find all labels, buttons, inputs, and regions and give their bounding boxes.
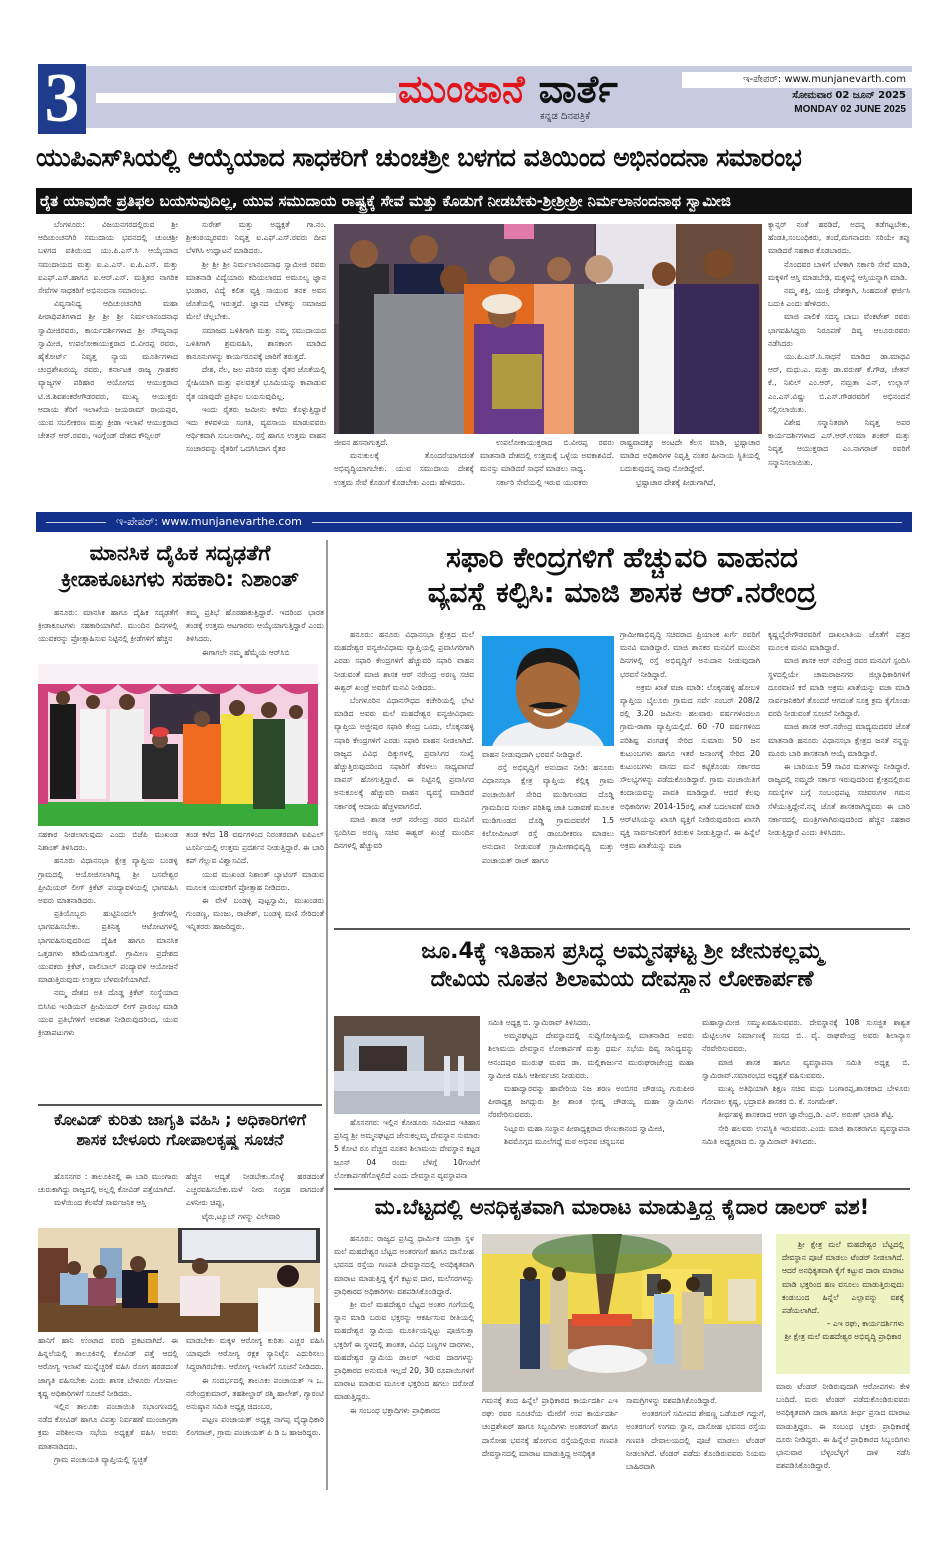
paragraph: ಟೈರು,ಟ್ಯೂಬ್ ಗಳನ್ನು ವಿಲೇವಾರಿ xyxy=(202,1211,281,1221)
paragraph: ತಂಡ ಕಳೆದ 18 ವರ್ಷಗಳಿಂದ ನಿರಂತರವಾಗಿ ಐಪಿಎಲ್ ಟೂರ್ನಿಯಲ್ಲಿ ಉತ್ತಮ ಪ್ರದರ್ಶನ ನೀಡುತ್ತಿದ್ದಾರೆ. ಈ ಬಾರಿ ಕಪ್ ಗೆಲ್ಲುವ ವಿಶ್ವಾಸವಿದೆ. xyxy=(186,830,324,866)
lead-column-2 xyxy=(186,218,326,508)
safari-headline-line2: ವ್ಯವಸ್ಥೆ ಕಲ್ಪಿಸಿ: ಮಾಜಿ ಶಾಸಕ ಆರ್.ನರೇಂದ್ರ xyxy=(427,576,817,609)
lead-column-4 xyxy=(480,436,614,508)
paragraph: ತೀರ್ಥಹಳ್ಳಿ ಶಾಸಕರಾದ ಆರಗ ಜ್ಞಾನೇಂದ್ರ,ಡಿ. ಎಸ್. ಅರುಣ್ ಭಾರತಿ ಶೆಟ್ಟಿ. xyxy=(718,1110,894,1120)
paragraph: ಸಹಕಾರ ನೀಡಲಾಗುವುದು ಎಂದು ಬಿಜೆಪಿ ಮುಖಂಡ ನಿಶಾಂತ್ ತಿಳಿಸಿದರು. xyxy=(38,830,178,853)
paragraph: ಮಹಾಸ್ವಾಮೀಜಿ ಸಮ್ಮುಖವಹಿಸುವವರು. ದೇವಸ್ಥಾನಕ್ಕೆ 108 ಸುಸಜ್ಜಿತ ಶಾಶ್ವತ ಮೆಟ್ಟಿಲುಗಳ ನಿರ್ಮಾಣಕ್ಕೆ ಸಂಸದ ಬಿ. ವೈ. ರಾಘವೇಂದ್ರ ಅವರು ಶಿಲಾನ್ಯಾಸ ನೆರವೇರಿಸುವವರು. xyxy=(702,1018,910,1054)
paragraph: ಹನೂರು: ಮಾನಸಿಕ ಹಾಗೂ ದೈಹಿಕ ಸದೃಢತೆಗೆ ಕ್ರೀಡಾಕೂಟಗಳು ಸಹಕಾರಿಯಾಗಿವೆ. ಮುಂದಿನ ದಿನಗಳಲ್ಲಿ ಯುವಕರನ್ನು ಪ್ರೋತ್ಸಾಹಿಸುವ ನಿಟ್ಟಿನಲ್ಲಿ ಕ್ರೀಡೆಗಳಿಗೆ ಹೆಚ್ಚಿನ xyxy=(38,608,178,644)
stone-temple-photo[interactable] xyxy=(334,1016,480,1114)
paragraph: ಶ್ರೀ ಮಲೆ ಮಹದೇಶ್ವರ ಬೆಟ್ಟದ ಅಂತರ ಗಂಗೆಯಲ್ಲಿ ಸ್ನಾನ ಮಾಡಿ ಬರುವ ಭಕ್ತರನ್ನು ಆಕರ್ಷಿಸುವ ರೀತಿಯಲ್ಲಿ ಮಹದೇಶ್ವರ ಸ್ವಾಮಿಯ ಮೂರ್ತಿಯನ್ನಿಟ್ಟು ಪೂಜಿಸುತ್ತಾ ಭಕ್ತರಿಗೆ ಈ ಸ್ಥಳದಲ್ಲಿ ಶಾಂತತ, ವಿವಿಧ ಬಣ್ಣಗಳ ದಾರಗಳು, ಮಹದೇಶ್ವರ ಸ್ವಾಮಿಯ ಡಾಲರ್ ಇರುವ ದಾರಗಳನ್ನು ಪ್ರಾಧಿಕಾರದ ಅನುಮತಿ ಇಲ್ಲದೆ 20, 30 ರೂಪಾಯಿಗಳಿಗೆ ಮಾರಾಟ ಮಾಡುವ ಮೂಲಕ ಭಕ್ತರಿಂದ ಹಗಲು ದರೋಡೆ ಮಾಡುತ್ತಿದ್ದರು. xyxy=(334,1300,474,1402)
paragraph: ಹೊಸನಗರ: ಇಲ್ಲಿನ ಕೋಡೂರು ಸಮೀಪದ ಇತಿಹಾಸ ಪ್ರಸಿದ್ಧ ಶ್ರೀ ಅಮ್ಮನಘಟ್ಟದ ಜೇನುಕಲ್ಲಮ್ಮ ದೇವಸ್ಥಾನ ಸುಮಾರು 5 ಕೋಟಿ ರೂ ವೆಚ್ಚದ ನೂತನ ಶಿಲಾಮಯ ದೇವಸ್ಥಾನ ಕಟ್ಟಡ ಜೂನ್ 04 ರಂದು ಬೆಳಿಗ್ಗೆ 10ಗಂಟೆಗೆ ಲೋಕಾರ್ಪಣೆಗೊಳ್ಳಲಿದೆ ಎಂದು ದೇವಸ್ಥಾನ ವ್ಯವಸ್ಥಾಪನಾ xyxy=(334,1118,480,1180)
paragraph: ದೇಶ, ನೆಲ, ಜಲ ಪರಿಸರ ಮತ್ತು ರೈತರ ಜೊತೆಯಲ್ಲಿ ಸ್ನೇಹಿಯಾಗಿ ಮತ್ತು ಫಲವತ್ತತೆ ಭೂಮಿಯನ್ನು ಕಾಪಾಡುವ ರೈತ ಯಾವುದೇ ಪ್ರತಿಫಲ ಬಯಸುವುದಿಲ್ಲ. xyxy=(186,365,326,401)
paragraph: ಸಮಾಜದ ಒಳಿತಿಗಾಗಿ ಮತ್ತು ನಮ್ಮ ಸಮುದಾಯದ ಒಳಿತಿಗಾಗಿ ಶ್ರಮವಹಿಸಿ, ಶಾಸಕಾಂಗ ಮಾಡಿದ ಕಾನೂನುಗಳನ್ನು ಕಾರ್ಯರೂಪಕ್ಕೆ ಜಾರಿಗೆ ತರುತ್ತದೆ. xyxy=(186,325,326,362)
paragraph: ನೊಂದವರ ಬಾಳಿಗೆ ಬೆಳಕಾಗಿ ಸರ್ಕಾರಿ ಸೇವೆ ಮಾಡಿ, ಮಕ್ಕಳಿಗೆ ಆಸ್ತಿ ಮಾಡಬೇಡಿ, ಮಕ್ಕಳನ್ನೆ ಆಸ್ತಿಯನ್ನಾಗಿ ಮಾಡಿ. xyxy=(768,259,910,282)
meeting-image xyxy=(38,1228,320,1332)
date-kannada: ಸೋಮವಾರ 02 ಜೂನ್ 2025 xyxy=(792,90,906,101)
temple-headline xyxy=(332,938,912,993)
section-divider xyxy=(334,1188,910,1190)
safari-column-2 xyxy=(620,628,760,912)
lead-subheadline: ರೈತ ಯಾವುದೇ ಪ್ರತಿಫಲ ಬಯಸುವುದಿಲ್ಲ, ಯುವ ಸಮುದಾಯ ರಾಷ್ಟ್ರಕ್ಕೆ ಸೇವೆ ಮತ್ತು ಕೊಡುಗೆ ನೀಡಬೇಕು-ಶ್ರೀಶ್ರೀಶ್ರೀ ನಿರ್ಮಲಾನಂದನಾಥ ಸ್ವಾಮೀಜಿ xyxy=(36,188,912,214)
paragraph: ಹಾನಿಗೆ ಹಾನಿ ಉಂಟಾದ ವರದಿ ಪ್ರಕಟವಾಗಿದೆ. ಈ ಹಿನ್ನಲೆಯಲ್ಲಿ ತಾಲೂಕಿನಲ್ಲಿ ಕೋವಿಡ್ ಪತ್ತೆ ಆದಲ್ಲಿ ಆರೋಗ್ಯ ಇಲಾಖೆ ಮುನ್ನೆಚ್ಚರಿಕೆ ವಹಿಸಿ ರೋಗ ಹರಡದಂತೆ ಜಾಗೃತಿ ವಹಿಸಬೇಕು ಎಂದು ಶಾಸಕ ಬೇಳೂರು ಗೋಪಾಲ ಕೃಷ್ಣ ಅಧಿಕಾರಿಗಳಿಗೆ ಸೂಚನೆ ನೀಡಿದರು. xyxy=(38,1336,178,1398)
paragraph: ಶಿವಮೊಗ್ಗದ ಮೂಲೆಗದ್ದೆ ಮಠ ಅಭಿನವ ಚನ್ನಬಸವ xyxy=(504,1136,625,1146)
paragraph: ಯು.ಪಿ.ಎಸ್.ಸಿ.ಸಾಧನೆ ಮಾಡಿದ ಡಾ.ಮಾಧವಿ ಆರ್, ಮಧು.ಎ. ಮತ್ತು ಡಾ.ವರುಣ್ ಕೆ.ಗೌಡ, ಚೇತನ್ ಕೆ., ನಿಖಿಲ್ ಎಂ.ಆರ್, ನಮ್ರತಾ ಎನ್, ಉಲ್ಲಾಸ್ ಎಂ.ಎಸ್.ವಿಷ್ಣು ಬಿ.ಎಸ್.ಗೌಡರವರಿಗೆ ಅಭಿನಂದನೆ ಸಲ್ಲಿಸಲಾಯಿತು. xyxy=(768,352,910,414)
covid-headline-line1: ಕೋವಿಡ್ ಕುರಿತು ಜಾಗೃತಿ ವಹಿಸಿ ; ಅಧಿಕಾರಿಗಳಿಗೆ xyxy=(54,1110,306,1129)
sports-column-3 xyxy=(38,828,178,1060)
temple-column-2 xyxy=(488,1016,694,1184)
paragraph: ನಮ್ಮ ದೇಶದ ಅತಿ ದೊಡ್ಡ ಕ್ರಿಕೆಟ್ ಸಂಸ್ಥೆಯಾದ ಬಿಸಿಸಿಐ ಇಂಡಿಯನ್ ಪ್ರೀಮಿಯರ್ ಲೀಗ್ ಪ್ರಾರಂಭ ಮಾಡಿ ಯುವ ಪ್ರತಿಭೆಗಳಿಗೆ ಅವಕಾಶ ನೀಡಿರುವುದರಿಂದ, ಯುವ ಕ್ರೀಡಾಪಟುಗಳು xyxy=(38,988,178,1038)
seized-goods-image xyxy=(482,1234,762,1392)
covid-headline xyxy=(36,1110,324,1150)
dollar-column-2 xyxy=(482,1394,618,1488)
sports-column-1 xyxy=(38,606,178,660)
lead-column-1 xyxy=(38,218,178,508)
safari-headline xyxy=(332,540,912,610)
taluk-meeting-photo[interactable] xyxy=(38,1228,320,1332)
sports-column-4 xyxy=(186,828,324,1060)
paragraph: ರಸ್ತೆ ಅಭಿವೃದ್ಧಿಗೆ ಅನುದಾನ ನೀಡಿ: ಹನೂರು ವಿಧಾನಸಭಾ ಕ್ಷೇತ್ರ ವ್ಯಾಪ್ತಿಯ ಕೆಲ್ಲಿಕ್ಕ ಗ್ರಾಮ ಪಂಚಾಯಿತಿಗೆ ಸೇರಿದ ಮುಡಿಗುಂಡದ ದೊಡ್ಡಿ ಗ್ರಾಮದಿಂದ ಸುರ್ಚಾ ಪರಿಶಿಷ್ಟ ಜಾತಿ ಬಡಾವಣೆ ಮೂಲಕ ಮುಡಿಗುಂಡದ ದೊಡ್ಡಿ ಗ್ರಾಮದವರೆಗೆ 1.5 ಕಿಲೋಮೀಟರ್ ರಸ್ತೆ ಡಾಂಬರೀಕರಣ ಮಾಡಲು ಅನುದಾನ ನೀಡುವಂತೆ ಗ್ರಾಮೀಣಾಭಿವೃದ್ಧಿ ಮತ್ತು ಪಂಚಾಯತ್ ರಾಜ್ ಹಾಗೂ xyxy=(482,763,614,865)
paragraph: ಭ್ರಷ್ಟಾಚಾರ ದೇಶಕ್ಕೆ ಪೀಡುಗಾಗಿದೆ, xyxy=(636,477,716,487)
paragraph: ವಿಶೇಷ ಸನ್ಮಾನಿತರಾಗಿ ನಿವೃತ್ತ ಅಪರ ಕಾರ್ಯದರ್ಶಿಗಳಾದ ಎಸ್.ಆರ್.ಉಮಾ ಶಂಕರ್ ಮತ್ತು ನಿವೃತ್ತ ಆಯುಕ್ತರಾದ ಎಂ.ನಾಗರಾಜ್ ರವರಿಗೆ ಸನ್ಮಾನಿಸಲಾಯಿತು. xyxy=(768,418,910,467)
paragraph: ಅಕ್ರಮ ಖಾತೆ ವಜಾ ಮಾಡಿ: ಲೊಕ್ಕನಹಳ್ಳಿ ಹೋಬಳಿ ವ್ಯಾಪ್ತಿಯ ಬೈಲೂರು ಗ್ರಾಮದ ಸರ್ವೆ ನಂಬರ್ 208/2 ರಲ್ಲಿ 3.20 ಜಮೀನು ಹಲವಾರು ವರ್ಷಗಳಿಂದಲೂ ಗ್ರಾಮ-ಠಾಣಾ ವ್ಯಾಪ್ತಿಯಲ್ಲಿದೆ. 60 -70 ವರ್ಷಗಳಿಂದ ಪರಿಶಿಷ್ಟ ಪಂಗಡಕ್ಕೆ ಸೇರಿದ ಸುಮಾರು 50 ಜನ ಕುಟುಂಬಗಳು ಹಾಗೂ ಇತರೆ ಜನಾಂಗಕ್ಕೆ ಸೇರಿದ 20 ಕುಟುಂಬಗಳು ವಾಸದ ಮನೆ ಕಟ್ಟಿಕೊಂಡು ಸರ್ಕಾರದ ಸೌಲಭ್ಯಗಳನ್ನು ಪಡೆದುಕೊಂಡಿದ್ದಾರೆ. ಗ್ರಾಮ ಪಂಚಾಯಿತಿಗೆ ಕಂದಾಯವನ್ನು ಪಾವತಿ ಮಾಡಿದ್ದಾರೆ. ಆದರೆ ಕೆಲವು ಅಧಿಕಾರಿಗಳು 2014-15ರಲ್ಲಿ ಖಾತೆ ಬದಲಾವಣೆ ಮಾಡಿ ಆರ್‌ಟಿಸಿಯನ್ನು ಖಾಸಗಿ ವ್ಯಕ್ತಿಗೆ ನೀಡಿರುವುದರಿಂದ ಖಾಸಗಿ ವ್ಯಕ್ತಿ ಸಾರ್ವಜನಿಕರಿಗೆ ಕಿರುಕುಳ ನೀಡುತ್ತಿದ್ದಾನೆ. ಈ ಹಿನ್ನೆಲೆ ಅಕ್ರಮ ಖಾತೆಯನ್ನು ವಜಾ xyxy=(620,682,760,851)
r-narendra-portrait[interactable] xyxy=(482,636,614,746)
award-ceremony-photo[interactable] xyxy=(334,224,762,434)
temple-headline-line2: ದೇವಿಯ ನೂತನ ಶಿಲಾಮಯ ದೇವಸ್ಥಾನ ಲೋಕಾರ್ಪಣೆ xyxy=(430,966,814,992)
paragraph: ಜೀವನ ಹಸನಾಗುತ್ತದೆ. xyxy=(334,438,388,447)
sports-headline-line2: ಕ್ರೀಡಾಕೂಟಗಳು ಸಹಕಾರಿ: ನಿಶಾಂತ್ xyxy=(60,567,300,592)
lead-headline: ಯುಪಿಎಸ್‌ಸಿಯಲ್ಲಿ ಆಯ್ಕೆಯಾದ ಸಾಧಕರಿಗೆ ಚುಂಚಶ್ರೀ ಬಳಗದ ವತಿಯಿಂದ ಅಭಿನಂದನಾ ಸಮಾರಂಭ xyxy=(36,143,802,172)
lead-column-5 xyxy=(620,436,760,508)
paragraph: ಅಮ್ಮನಘಟ್ಟದ ದೇವಸ್ಥಾನದಲ್ಲಿ ಸುದ್ದಿಗೋಷ್ಠಿಯಲ್ಲಿ ಮಾತನಾಡಿದ ಅವರು ಶಿಲಾಮಯ ದೇವಸ್ಥಾನ ಲೋಕಾರ್ಪಣೆ ಮತ್ತು ಧರ್ಮ ಸಭೆಯ ದಿವ್ಯ ಸಾನಿಧ್ಯವನ್ನು ಆನಂದಪುರ ಮುರುಘ ಮಠದ ಡಾ. ಮಲ್ಲಿಕಾರ್ಜುನ ಮುರುಘರಾಜೇಂದ್ರ ಮಹಾ ಸ್ವಾಮೀಜಿ ವಹಿಸಿ ಆಶೀರ್ವಚನ ನೀಡುವರು. xyxy=(488,1031,694,1080)
safari-headline-line1: ಸಫಾರಿ ಕೇಂದ್ರಗಳಿಗೆ ಹೆಚ್ಚುವರಿ ವಾಹನದ xyxy=(446,541,798,574)
paragraph: ನಿಟ್ಟೂರು ಮಹಾ ಸಂಸ್ಥಾನ ಪೀಠಾಧ್ಯಕ್ಷರಾದ ರೇಣುಕಾನಂದ ಸ್ವಾಮೀಜಿ, xyxy=(504,1123,665,1133)
paragraph: ಕ್ಯಾನ್ಸರ್ ನಂತೆ ಹರಡಿದೆ, ಅದನ್ನ ತಡೆಗಟ್ಟಬೇಕು, ಹೆಂಡತಿ,ಸಂಬಂಧಿಕರು, ತಂದೆ,ಮಗನಾದರು ಸರಿಯೇ ತಪ್ಪು ಮಾಡಿದರೆ ಸಹಕಾರ ಕೊಡಬಾರದು. xyxy=(768,220,910,256)
section-divider xyxy=(38,1104,322,1106)
column-divider xyxy=(326,540,328,1490)
paragraph: ನಮ್ಮ ಶಕ್ತಿ, ಯುಕ್ತಿ ದೇಶಕ್ಕಾಗಿ, ಸಿಂಹದಂತೆ ಘರ್ಜಿಸಿ ಬದುಕಿ ಎಂದು ಹೇಳಿದರು. xyxy=(768,286,910,309)
paragraph: ಈ ವೇಳೆ ಬಂಡಳ್ಳಿ ಪುಟ್ಟಸ್ವಾಮಿ, ಮುಖಂಡರು ಗುಂಡಣ್ಣ, ಮಂಜು, ರಾಜೇಶ್, ಬಂಡಳ್ಳಿ ಮಣಿ ಸೇರಿದಂತೆ ಇನ್ನಿತರರು ಹಾಜರಿದ್ದರು. xyxy=(186,896,324,932)
paragraph: ಮಾಜಿ ಪಾಲಿಕೆ ಸದಸ್ಯ ಬಾಬು ವೆಂಕಟೇಶ್ ರವರು ಭಾಗವಹಿಸಿದ್ದರು ನಿರೂಪಣೆ ದಿವ್ಯ ಆಲೂರುರವರು ನಡೆಸಿದರು xyxy=(768,312,910,348)
paragraph: ಪಟ್ಟಣ ಪಂಚಾಯತ್ ಅಧ್ಯಕ್ಷ ನಾಗಪ್ಪ ವೈದ್ಯಾಧಿಕಾರಿ ಲಿಂಗರಾಜ್, ಗ್ರಾಮ ಪಂಚಾಯತ್ ಪಿ ಡಿ ಒ ಹಾಜರಿದ್ದರು. xyxy=(186,1415,324,1438)
paragraph: ಸಾಮಗ್ರಿಗಳನ್ನು ವಶಪಡಿಸಿಕೊಂಡಿದ್ದಾರೆ. xyxy=(626,1396,718,1405)
temple-column-3 xyxy=(702,1016,910,1184)
paragraph: ಮಾಡಬೇಕು ಮಕ್ಕಳ ಆರೋಗ್ಯ ಕುರಿತು ಎಚ್ಚರ ವಹಿಸಿ ಯಾವುದೇ ಆರೋಗ್ಯ ರಕ್ಷಕ ಸ್ಯಾನಿಟೈಸ ಎದುರಿಸಲು ಸಿದ್ಧರಾಗಿರಬೇಕು. ಆರೋಗ್ಯ ಇಲಾಖೆಗೆ ಸೂಚನೆ ನೀಡಿದರು. xyxy=(186,1336,324,1372)
paragraph: ಸರ್ಕಾರಿ ಸೇವೆಯಲ್ಲಿ ಇರುವ ಯುವಕರು xyxy=(496,477,589,487)
paragraph: ಹನೂರು ವಿಧಾನಸಭಾ ಕ್ಷೇತ್ರ ವ್ಯಾಪ್ತಿಯ ಬಂಡಳ್ಳಿ ಗ್ರಾಮದಲ್ಲಿ ಆಯೋಜಿಸಲಾಗಿದ್ದ ಶ್ರೀ ಬಸವೇಶ್ವರ ಪ್ರೀಮಿಯರ್ ಲೀಗ್ ಕ್ರಿಕೆಟ್ ಪಂದ್ಯಾವಳಿಯಲ್ಲಿ ಭಾಗವಹಿಸಿ ಅವರು ಮಾತನಾಡಿದರು. xyxy=(38,856,178,906)
paragraph: ಗಮನಕ್ಕೆ ತಂದ ಹಿನ್ನೆಲೆ ಪ್ರಾಧಿಕಾರದ ಕಾರ್ಯದರ್ಶಿ ಎಇ ರಘು ರವರ ಸೂಚನೆಯ ಮೇರೆಗೆ ಉಪ ಕಾರ್ಯದರ್ಶಿ ಚಂದ್ರಶೇಖರ್ ಹಾಗೂ ಸಿಬ್ಬಂದಿಗಳು ಅಂತರಗಂಗೆ ಹಾಗೂ ದಾಸೋಹ ಭವನಕ್ಕೆ ಹೋಗುವ ರಸ್ತೆಯಲ್ಲಿರುವ ಗಣಪತಿ ದೇವಸ್ಥಾನದಲ್ಲಿ ಮಾರಾಟ ಮಾಡುತ್ತಿದ್ದ ಅನಧಿಕೃತ xyxy=(482,1396,618,1458)
safari-column-3 xyxy=(768,628,910,912)
temple-column-1 xyxy=(334,1116,480,1182)
sports-headline-line1: ಮಾನಸಿಕ ದೈಹಿಕ ಸದೃಢತೆಗೆ xyxy=(89,541,271,565)
lead-column-6 xyxy=(768,218,910,508)
cricket-team-felicitation-photo[interactable] xyxy=(38,664,318,826)
paragraph: ಹೆಚ್ಚಿನ ಆದ್ಯತೆ ನೀಡಬೇಕು.ಸೊಳ್ಳೆ ಹರಡದಂತೆ ಎಚ್ಚರವಹಿಸಬೇಕು.ಮಳೆ ನೀರು ಸಂಗ್ರಹ ವಾಗದಂತೆ ಎಳನೀರು ಚಿಪ್ಪು, xyxy=(186,1172,324,1208)
paragraph: ಮಹಾದ್ವಾರವನ್ನು ಹಾವೇರಿಯ ನಿಜ ಶರಣ ಅಂಬಿಗರ ಚೌಡಯ್ಯ ಗುರುಪೀಠ ಪೀಠಾಧ್ಯಕ್ಷ ಜಗದ್ಗುರು ಶ್ರೀ ಶಾಂತ ಭೀಷ್ಮ ಚೌಡಯ್ಯ ಮಹಾ ಸ್ವಾಮಿಗಳು ನೆರವೇರಿಸುವವರು. xyxy=(488,1084,694,1120)
paragraph: ಈ ಸಂಬಂಧ ಭಕ್ತಾದಿಗಳು ಪ್ರಾಧಿಕಾರದ xyxy=(350,1405,440,1415)
paragraph: ಮನುಕುಲಕ್ಕೆ ತೊಂದರೆಯಾಗದಂತೆ ಅಭಿವೃದ್ಧಿಯಾಗಬೇಕು. ಯುವ ಸಮುದಾಯ ದೇಶಕ್ಕೆ ಉತ್ತಮ ಸೇವೆ ಕೊಡುಗೆ ಕೊಡಬೇಕು ಎಂದು ಹೇಳಿದರು. xyxy=(334,451,474,487)
paragraph: ಮಳೆಯಿಂದ ಕೆಲವೆಡೆ ಸಾರ್ವಜನಿಕ ಆಸ್ತಿ xyxy=(54,1198,146,1208)
logo-red-text: ಮುಂಜಾನೆ xyxy=(398,67,525,111)
logo-black-text: ವಾರ್ತೆ xyxy=(538,67,618,111)
date-english: MONDAY 02 JUNE 2025 xyxy=(794,104,906,115)
epaper-band-label: ಇ-ಪೇಪರ್: www.munjanevarthe.com xyxy=(116,515,302,528)
quote-text: ಶ್ರೀ ಕ್ಷೇತ್ರ ಮಲೆ ಮಹದೇಶ್ವರ ಬೆಟ್ಟದಲ್ಲಿ ದೇವಸ್ಥಾನ ಪೂಜೆ ಮಾಡಲು ಟೆಂಡರ್ ನೀಡಲಾಗಿದೆ. ಆದರೆ ಅನಧಿಕೃತವಾಗಿ ಕೈಗೆ ಕಟ್ಟುವ ದಾರಾ ಮಾರಾಟ ಮಾಡಿ ಭಕ್ತರಿಂದ ಹಣ ವಸೂಲು ಮಾಡುತ್ತಿರುವುದು ಕಂಡುಬಂದ ಹಿನ್ನೆಲೆ ಎಲ್ಲಾವನ್ನು ವಶಕ್ಕೆ ಪಡೆಯಲಾಗಿದೆ. xyxy=(782,1240,904,1316)
photo-caption: ವಾಹನ ನೀಡುವುದಾಗಿ ಭರವಸೆ ನೀಡಿದ್ದಾರೆ. xyxy=(482,750,583,759)
paragraph: ಹನೂರು: ರಾಜ್ಯದ ಪ್ರಸಿದ್ಧ ಧಾರ್ಮಿಕ ಯಾತ್ರಾ ಸ್ಥಳ ಮಲೆ ಮಹದೇಶ್ವರ ಬೆಟ್ಟದ ಅಂತರಗಂಗೆ ಹಾಗೂ ದಾಸೋಹ ಭವನದ ರಸ್ತೆಯ ಗಣಪತಿ ದೇವಸ್ಥಾನದಲ್ಲಿ ಅನಧಿಕೃತವಾಗಿ ಮಾರಾಟ ಮಾಡುತ್ತಿದ್ದ ಕೈಗೆ ಕಟ್ಟುವ ದಾರ, ಮಲೆಸರಗಳನ್ನು ಪ್ರಾಧಿಕಾರದ ಅಧಿಕಾರಿಗಳು ವಶಪಡಿಸಿಕೊಂಡಿದ್ದಾರೆ. xyxy=(334,1234,474,1296)
paragraph: ಇಂದು ರೈತರು ಜಮೀನು ಕಳೆದು ಕೊಳ್ಳುತ್ತಿದ್ದಾರೆ ಇದು ಕಳವಳಿಯ ಸಂಗತಿ, ವ್ಯವಸಾಯ ಮಾಡುವವರು ಆರ್ಥಿಕವಾಗಿ ಸುಬಲರಾಗಿಲ್ಲ. ರಸ್ತೆ ಹಾಗೂ ಉತ್ತಮ ವಾಹನ ಸಂಚಾರವನ್ನು ರೈತರಿಗೆ ಒದಗಿಸಿದಾಗ ರೈತರ xyxy=(186,404,326,454)
lead-column-3 xyxy=(334,436,474,508)
temple-headline-line1: ಜೂ.4ಕ್ಕೆ ಇತಿಹಾಸ ಪ್ರಸಿದ್ಧ ಅಮ್ಮನಘಟ್ಟ ಶ್ರೀ ಜೇನುಕಲ್ಲಮ್ಮ xyxy=(421,939,823,964)
paragraph: ಮಾಜಿ ಶಾಸಕ ಹಾಗೂ ವ್ಯವಸ್ಥಾಪನಾ ಸಮಿತಿ ಅಧ್ಯಕ್ಷ ಬಿ. ಸ್ವಾಮಿರಾವ್.ಸಮಾರಂಭದ ಅಧ್ಯಕ್ಷತೆ ವಹಿಸುವವರು. xyxy=(702,1057,910,1080)
paragraph: ಶ್ರೀ ಶ್ರೀ ಶ್ರೀ ನಿರ್ಮಲಾನಂದನಾಥ ಸ್ವಾಮೀಜಿ ರವರು ಮಾತನಾಡಿ ವಿದ್ಯೆಯಾರು ಕದಿಯಲಾರದ ಅಮೂಲ್ಯ ಜ್ಞಾನ ಭಂಡಾರ, ವಿದ್ಯೆ ಕಲಿತ ವ್ಯಕ್ತಿ ಸಾಯುವ ತನಕ ಅವನ ಜೊತೆಯಲ್ಲಿ ಇರುತ್ತದೆ. ಜ್ಞಾನದ ಬೆಳಕನ್ನು ಸಮಾಜದ ಮೇಲೆ ಚೆಲ್ಲಬೇಕು. xyxy=(186,259,326,322)
paragraph: ಇಲ್ಲಿನ ತಾಲೂಕು ಪಂಚಾಯಿತಿ ಸಭಾಂಗಣದಲ್ಲಿ ನಡೆದ ಕೋವಿಡ್ ಹಾಗೂ ವಿಪತ್ತು ನಿರ್ವಹಣೆ ಮುಂಜಾಗ್ರತಾ ಕ್ರಮ ಪರಿಶೀಲನಾ ಸಭೆಯ ಅಧ್ಯಕ್ಷತೆ ವಹಿಸಿ ಅವರು ಮಾತನಾಡಿದರು. xyxy=(38,1402,178,1451)
covid-column-2 xyxy=(186,1170,324,1226)
paragraph: ಹೊಸನಗರ : ತಾಲೂಕಿನಲ್ಲಿ ಈ ಬಾರಿ ಮುಂಗಾರು ಚುರುಕಾಗಿದ್ದು ರಾಜ್ಯದಲ್ಲಿ ಅಲ್ಲಲ್ಲಿ ಕೋವಿಡ್ ಪತ್ತೆಯಾಗಿದೆ. xyxy=(38,1172,178,1195)
paragraph: ಹನೂರು: ಹನೂರು ವಿಧಾನಸಭಾ ಕ್ಷೇತ್ರದ ಮಲೆ ಮಹದೇಶ್ವರ ವನ್ಯಜೀವಿಧಾಮ ವ್ಯಾಪ್ತಿಯಲ್ಲಿ ಪ್ರವಾಸಿಗರಿಗಾಗಿ ಎರಡು ಸಫಾರಿ ಕೇಂದ್ರಗಳಿಗೆ ಹೆಚ್ಚುವರಿ ಸಫಾರಿ ವಾಹನ ನೀಡುವಂತೆ ಮಾಜಿ ಶಾಸಕ ಆರ್ ನರೇಂದ್ರ ಅರಣ್ಯ ಸಚಿವ ಈಶ್ವರ್ ಖಂಡ್ರೆ ಅವರಿಗೆ ಮನವಿ ನೀಡಿದರು. xyxy=(334,630,474,692)
dollar-column-1 xyxy=(334,1232,474,1488)
quote-signature-name: – ಎಇ ರಘು, ಕಾರ್ಯದರ್ಶಿಗಳು xyxy=(826,1319,904,1329)
paragraph: ವಿವ್ಯಸಾನಿಧ್ಯ ಆದಿಚುಂಚನಗಿರಿ ಮಹಾ ಪೀಠಾಧಿಪತಿಗಳಾದ ಶ್ರೀ ಶ್ರೀ ಶ್ರೀ ನಿರ್ಮಲಾನಂದನಾಥ ಸ್ವಾಮೀಜಿರವರು, ಕಾರ್ಯದರ್ಶಿಗಳಾದ ಶ್ರೀ ಸೌಮ್ಯನಾಥ ಸ್ವಾಮೀಜಿ, ಉಪಲೋಕಾಯುಕ್ತರಾದ ಬಿ.ವೀರಪ್ಪ ರವರು, ಹೈಕೋರ್ಟ್ ನಿವೃತ್ತ ನ್ಯಾಯ ಮೂರ್ತಿಗಳಾದ ಚಂದ್ರಶೇಖರಯ್ಯ ರವರು, ಕರ್ನಾಟಕ ರಾಜ್ಯ ಗ್ರಾಹಕರ ವ್ಯಾಜ್ಯಗಳ ಪರಿಹಾರ ಆಯೋಗದ ಆಯುಕ್ತರಾದ ಟಿ.ಜಿ.ಶಿವಶಂಕರೇಗೌಡರವರು, ಮುಖ್ಯ ಆಯುಕ್ತರು ಆದಾಯ ತೆರಿಗೆ ಇಲಾಖೆಯ ಜಯರಾಮ್ ರಾಯಪುರ, ಯುವ ಸಬಲೀಕರಣ ಮತ್ತು ಕ್ರೀಡಾ ಇಲಾಖೆ ಆಯುಕ್ತರಾದ ಚೇತನ್ ಆರ್.ರವರು, ಇಂಗ್ಲೆಂಡ್ ದೇಶದ ಕೌನ್ಸಿಲರ್ xyxy=(38,299,178,441)
dollar-headline: ಮ.ಬೆಟ್ಟದಲ್ಲಿ ಅನಧಿಕೃತವಾಗಿ ಮಾರಾಟ ಮಾಡುತ್ತಿದ್ದ ಕೈದಾರ ಡಾಲರ್ ವಶ! xyxy=(374,1195,870,1219)
epaper-link[interactable]: ಇ-ಪೇಪರ್: www.munjanevarth.com xyxy=(682,72,912,88)
paragraph: ಈಗಾಗಲೇ ನಮ್ಮ ಹೆಮ್ಮೆಯ ಆರ್‌ಸಿಬಿ xyxy=(202,647,290,657)
masthead-strip xyxy=(96,93,396,103)
paragraph: ಬೆಂಗಳೂರು: ವಿಜಯನಗರದಲ್ಲಿರುವ ಶ್ರೀ ಆದಿಚುಂಚನಗಿರಿ ಸಮುದಾಯ ಭವನದಲ್ಲಿ ಚುಂಚಶ್ರೀ ಬಳಗದ ವತಿಯಿಂದ ಯು.ಪಿ.ಎಸ್.ಸಿ ಆಯ್ಕೆಯಾದ ಸಮುದಾಯದ ಮತ್ತು ಐ.ಎ.ಎಸ್. ಐ.ಪಿ.ಎಸ್. ಮತ್ತು ಐಎಫ್.ಎಸ್.ಹಾಗೂ ಐ.ಆರ್.ಎಸ್. ಮತ್ತಿತರ ನಾಗರಿಕ ಸೇವೆಗಳ ಸಾಧಕರಿಗೆ ಅಭಿನಂದನಾ ಸಮಾರಂಭ. xyxy=(38,220,178,296)
seized-goods-photo[interactable] xyxy=(482,1234,762,1392)
paragraph: ಸುರೇಶ್ ಮತ್ತು ಅಧ್ಯಕ್ಷತೆ ಗಾ.ನಂ. ಶ್ರೀಕಂಠಯ್ಯರವರು ನಿವೃತ್ತ ಐ.ಎಫ್.ಎಸ್.ರವರು ದೀಪ ಬೆಳಗಿಸಿ ಉದ್ಘಾಟನೆ ಮಾಡಿದರು. xyxy=(186,220,326,256)
portrait-image xyxy=(482,636,614,746)
dollar-column-4 xyxy=(776,1380,910,1488)
cricket-team-image xyxy=(38,664,318,826)
award-ceremony-image xyxy=(334,224,762,434)
newspaper-logo[interactable] xyxy=(398,67,618,111)
epaper-band[interactable] xyxy=(36,512,912,532)
paragraph: ಉಪಲೋಕಾಯುಕ್ತರಾದ ಬಿ.ವೀರಪ್ಪ ರವರು ಮಾತನಾಡಿ ದೇಶದಲ್ಲಿ ಉತ್ತಮಕ್ಕೆ ಒಳ್ಳೆಯ ಅವಕಾಶವಿದೆ. ಮನಸ್ಸು ಮಾಡಿದರೆ ಸಾಧನೆ ಮಾಡಲು ಸಾಧ್ಯ. xyxy=(480,438,614,474)
paragraph: ಗ್ರಾಮ ಪಂಚಾಯತಿ ವ್ಯಾಪ್ತಿಯಲ್ಲಿ ಸ್ವಚ್ಛತೆ xyxy=(54,1454,148,1464)
covid-headline-line2: ಶಾಸಕ ಬೇಳೂರು ಗೋಪಾಲಕೃಷ್ಣ ಸೂಚನೆ xyxy=(76,1130,284,1149)
tagline: ಕನ್ನಡ ದಿನಪತ್ರಿಕೆ xyxy=(540,111,591,122)
official-quote-box xyxy=(776,1234,910,1374)
paragraph: ಪ್ರತಿಯೊಬ್ಬರು ಹುಟ್ಟಿನಿಂದಲೇ ಕ್ರೀಡೆಗಳಲ್ಲಿ ಭಾಗವಹಿಸಬೇಕು. ಪ್ರತಿನಿತ್ಯ ಆಟೋಟಗಳಲ್ಲಿ ಭಾಗವಹಿಸುವುದರಿಂದ ದೈಹಿಕ ಹಾಗೂ ಮಾನಸಿಕ ಒತ್ತಡಗಳು ಕಡಿಮೆಯಾಗುತ್ತವೆ. ಗ್ರಾಮೀಣ ಪ್ರದೇಶದ ಯುವಕರು ಕ್ರಿಕೆಟ್, ವಾಲಿಬಾಲ್ ಪಂದ್ಯಾವಳಿ ಆಯೋಜನೆ ಮಾಡುತ್ತಿರುವುದು ಉತ್ತಮ ಬೆಳವಣಿಗೆಯಾಗಿದೆ. xyxy=(38,909,178,985)
band-rule-left xyxy=(46,522,106,523)
page-number: 3 xyxy=(38,64,86,134)
dollar-column-3 xyxy=(626,1394,766,1488)
paragraph: ಮಾಜಿ ಶಾಸಕ ಆರ್ ನರೇಂದ್ರ ರವರ ಮನವಿಗೆ ಸ್ಪಂದಿಸಿ ಸ್ಥಳದಲ್ಲಿಯೇ ಚಾಮರಾಜನಗರ ಜಿಲ್ಲಾಧಿಕಾರಿಗಳಿಗೆ ದೂರವಾಣಿ ಕರೆ ಮಾಡಿ ಅಕ್ರಮ ಖಾತೆಯನ್ನು ವಜಾ ಮಾಡಿ ಸಾರ್ವಜನಿಕರಿಗೆ ತೊಂದರೆ ಆಗದಂತೆ ಸೂಕ್ತ ಕ್ರಮ ಕೈಗೊಂಡು ವರದಿ ನೀಡುವಂತೆ ಸೂಚನೆ ನೀಡಿದ್ದಾರೆ. xyxy=(768,656,910,719)
paragraph: ಮಾಜಿ ಶಾಸಕ ಆರ್ ನರೇಂದ್ರ ರವರ ಮನವಿಗೆ ಸ್ಪಂದಿಸಿದ ಅರಣ್ಯ ಸಚಿವ ಈಶ್ವರ್ ಖಂಡ್ರೆ ಮುಂದಿನ ದಿನಗಳಲ್ಲಿ ಹೆಚ್ಚುವರಿ xyxy=(334,814,474,851)
paragraph: ಮಾರು ಟೆಂಡರ್ ನೀಡಿರುವುದಾಗಿ ಆರೋಪಗಳು ಕೇಳಿ ಬಂದಿದೆ. ಮರು ಟೆಂಡರ್ ಪಡೆದುಕೊಂಡಿರುವವರು ಅನಧಿಕೃತವಾಗಿ ದಾರಾ ಹಾಗೂ ತೀರ್ಥ ಪ್ರಸಾದ ಮಾರಾಟ ಮಾಡುತ್ತಿದ್ದರು. ಈ ಸಂಬಂಧ ಭಕ್ತರು ಪ್ರಾಧಿಕಾರಕ್ಕೆ ದೂರು ನೀಡಿದ್ದರು. ಈ ಹಿನ್ನೆಲೆ ಪ್ರಾಧಿಕಾರದ ಸಿಬ್ಬಂದಿಗಳು ಭಾನುವಾರ ಬೆಳ್ಳಂಬೆಳ್ಳಗೆ ದಾಳಿ ನಡೆಸಿ ವಶಪಡಿಸಿಕೊಂಡಿದ್ದಾರೆ. xyxy=(776,1382,910,1471)
covid-column-3 xyxy=(38,1334,178,1484)
paragraph: ಕೃಷ್ಣಭೈರೇಗೌಡರವರಿಗೆ ದಾಖಲಾತಿಯ ಜೊತೆಗೆ ಪತ್ರದ ಮೂಲಕ ಮನವಿ ಮಾಡಿದ್ದಾರೆ. xyxy=(768,630,910,653)
safari-column-1 xyxy=(334,628,474,912)
section-divider xyxy=(334,928,910,930)
band-rule-right xyxy=(312,522,902,523)
covid-column-1 xyxy=(38,1170,178,1226)
quote-signature-title: ಶ್ರೀ ಕ್ಷೇತ್ರ ಮಲೆ ಮಹದೇಶ್ವರ ಅಭಿವೃದ್ಧಿ ಪ್ರಾಧಿಕಾರ xyxy=(784,1332,902,1342)
sports-column-2 xyxy=(186,606,324,660)
paragraph: ಅಂತರಗಂಗೆ ಸಮೀಪದ ಶೇಷಣ್ಣ ಒಡೆಯರ್ ಗದ್ದುಗೆ, ಅಂತರಗಂಗೆ ಉಗಮ ಸ್ಥಾನ, ದಾಸೋಹ ಭವನದ ರಸ್ತೆಯ ಗಣಪತಿ ದೇವಾಲಯದಲ್ಲಿ ಪೂಜೆ ಮಾಡಲು ಟೆಂಡರ್ ನೀಡಲಾಗಿದೆ. ಟೆಂಡರ್ ಪಡೆದು ಕೊಂಡಿರುವವರು ನಿಯಮ ಬಾಹಿರವಾಗಿ xyxy=(626,1409,766,1472)
paragraph: ರಾಷ್ಟ್ರವಾದಕ್ಕೂ ಅಂಟದೇ ಕೆಲಸ ಮಾಡಿ, ಭ್ರಷ್ಟಾಚಾರ ಮಾಡಿದ ಅಧಿಕಾರಿಗಳ ನಿವೃತ್ತಿ ನಂತರ ಹೀನಾಯ ಸ್ಥಿತಿಯಲ್ಲಿ ಬದುಕುವುದನ್ನ ನಾವು ನೋಡಿದ್ದೇವೆ. xyxy=(620,438,760,474)
temple-image xyxy=(334,1016,480,1114)
paragraph: ಸಮಿತಿ ಅಧ್ಯಕ್ಷ ಬಿ. ಸ್ವಾಮಿರಾವ್ ತಿಳಿಸಿದರು. xyxy=(488,1018,591,1027)
paragraph: ಈ ಸಂದರ್ಭದಲ್ಲಿ ತಾಲೂಕು ಪಂಚಾಯತ್ ಇ ಒ. ನರೇಂದ್ರಕುಮಾರ್, ತಹಶೀಲ್ದಾರ್ ರಶ್ಮಿ ಹಾಲೇಶ್, ಗ್ಯಾರಂಟಿ ಅನುಷ್ಠಾನ ಸಮಿತಿ ಅಧ್ಯಕ್ಷ ಚಿದಂಬರ, xyxy=(186,1375,324,1412)
sports-headline xyxy=(36,540,324,593)
paragraph: ಮುಖ್ಯ ಅತಿಥಿಯಾಗಿ ಶಿಕ್ಷಣ ಸಚಿವ ಮಧು ಬಂಗಾರಪ್ಪ,ಶಾಸಕರಾದ ಬೇಳೂರು ಗೋಪಾಲ ಕೃಷ್ಣ, ಭದ್ರಾವತಿ ಶಾಸಕರ ಬಿ. ಕೆ. ಸಂಗಮೇಶ್. xyxy=(702,1084,910,1107)
paragraph: ಬೆಂಗಳೂರಿನ ವಿಧಾನಸೌಧದ ಕಚೇರಿಯಲ್ಲಿ ಭೇಟಿ ಮಾಡಿದ ಅವರು ಮಲೆ ಮಹದೇಶ್ವರ ವನ್ಯಜೀವಿಧಾಮ ವ್ಯಾಪ್ತಿಯ ಅಜ್ಜೀಪುರ ಸಫಾರಿ ಕೇಂದ್ರ ಒಂದು, ಲೊಕ್ಕನಹಳ್ಳಿ ಸಫಾರಿ ಕೇಂದ್ರಗಳಿಗೆ ಎರಡು ಸಫಾರಿ ವಾಹನ ನೀಡಲಾಗಿದೆ. ರಾಜ್ಯದ ವಿವಿಧ ದಿಕ್ಕುಗಳಲ್ಲಿ ಪ್ರವಾಸಿಗರ ಸಂಖ್ಯೆ ಹೆಚ್ಚುತ್ತಿರುವುದರಿಂದ ಸಫಾರಿಗೆ ತೆರಳಲು ಸಾಧ್ಯವಾಗದೆ ವಾಪಸ್ ಹೋಗುತ್ತಿದ್ದಾರೆ. ಈ ನಿಟ್ಟಿನಲ್ಲಿ ಪ್ರವಾಸಿಗರ ಅನುಕೂಲಕ್ಕೆ ಹೆಚ್ಚುವರಿ ವಾಹನ ವ್ಯವಸ್ಥೆ ಮಾಡಿದರೆ ಸರ್ಕಾರಕ್ಕೆ ಆದಾಯ ಹೆಚ್ಚಳವಾಗಲಿದೆ. xyxy=(334,696,474,811)
paragraph: ತಮ್ಮ ಪ್ರತಿಭೆ ಹೊರಹಾಕುತ್ತಿದ್ದಾರೆ. ಇದರಿಂದ ಭಾರತ ತಂಡಕ್ಕೆ ಉತ್ತಮ ಆಟಗಾರರು ಆಯ್ಕೆಯಾಗುತ್ತಿದ್ದಾರೆ ಎಂದು ತಿಳಿಸಿದರು. xyxy=(186,608,324,644)
paragraph: ಸೇರಿ ಹಲವರು ಉಪಸ್ಥಿತಿ ಇರುವವರು.ಎಂದು ಮಾಜಿ ಶಾಸಕರಾಗೂ ವ್ಯವಸ್ಥಾಪನಾ ಸಮಿತಿ ಅಧ್ಯಕ್ಷರಾದ ಬಿ. ಸ್ವಾಮಿರಾವ್ ತಿಳಿಸಿದರು. xyxy=(702,1123,910,1146)
safari-photo-caption-block xyxy=(482,748,614,912)
paragraph: ಗ್ರಾಮೀಣಾಭಿವೃದ್ಧಿ ಸಚಿವರಾದ ಪ್ರಿಯಾಂಕ ಖರ್ಗೆ ರವರಿಗೆ ಮನವಿ ಮಾಡಿದ್ದಾರೆ. ಮಾಜಿ ಶಾಸಕರ ಮನವಿಗೆ ಮುಂದಿನ ದಿನಗಳಲ್ಲಿ ರಸ್ತೆ ಅಭಿವೃದ್ಧಿಗೆ ಅನುದಾನ ನೀಡುವುದಾಗಿ ಭರವಸೆ ನೀಡಿದ್ದಾರೆ. xyxy=(620,630,760,679)
paragraph: ಯುವ ಮುಖಂಡ ನಿಶಾಂತ್ ಬ್ಯಾಟಿಂಗ್ ಮಾಡುವ ಮೂಲಕ ಯುವಕರಿಗೆ ಪ್ರೋತ್ಸಾಹ ನೀಡಿದರು. xyxy=(186,869,324,892)
paragraph: ಈ ಬಾರಿಯೂ 59 ಸಾವಿರ ಮತಗಳನ್ನು ನೀಡಿದ್ದಾರೆ. ರಾಜ್ಯದಲ್ಲಿ ನಮ್ಮದೇ ಸರ್ಕಾರ ಇರುವುದರಿಂದ ಕ್ಷೇತ್ರದಲ್ಲಿರುವ ಸಮಸ್ಯೆಗಳ ಬಗ್ಗೆ ಸಂಬಂಧಪಟ್ಟ ಸಚಿವರುಗಳ ಗಮನ ಸೆಳೆಯುತ್ತಿದ್ದೇನೆ.ನನ್ನ ಜೊತೆ ಶಾಸಕರಾಗಿದ್ದವರು ಈ ಬಾರಿ ಸರ್ಕಾರದಲ್ಲಿ ಮಂತ್ರಿಗಳಾಗಿರುವುದರಿಂದ ಹೆಚ್ಚಿನ ಸಹಕಾರ ನೀಡುತ್ತಿದ್ದಾರೆ ಎಂದು ತಿಳಿಸಿದರು. xyxy=(768,762,910,838)
covid-column-4 xyxy=(186,1334,324,1484)
paragraph: ಮಾಜಿ ಶಾಸಕ ಆರ್.ನರೇಂದ್ರ ಮಾಧ್ಯಮದವರ ಜೊತೆ ಮಾತನಾಡಿ ಹನೂರು ವಿಧಾನಸಭಾ ಕ್ಷೇತ್ರದ ಜನತೆ ನನ್ನನ್ನು ಮೂರು ಬಾರಿ ಶಾಸಕನಾಗಿ ಆಯ್ಕೆ ಮಾಡಿದ್ದಾರೆ. xyxy=(768,722,910,758)
